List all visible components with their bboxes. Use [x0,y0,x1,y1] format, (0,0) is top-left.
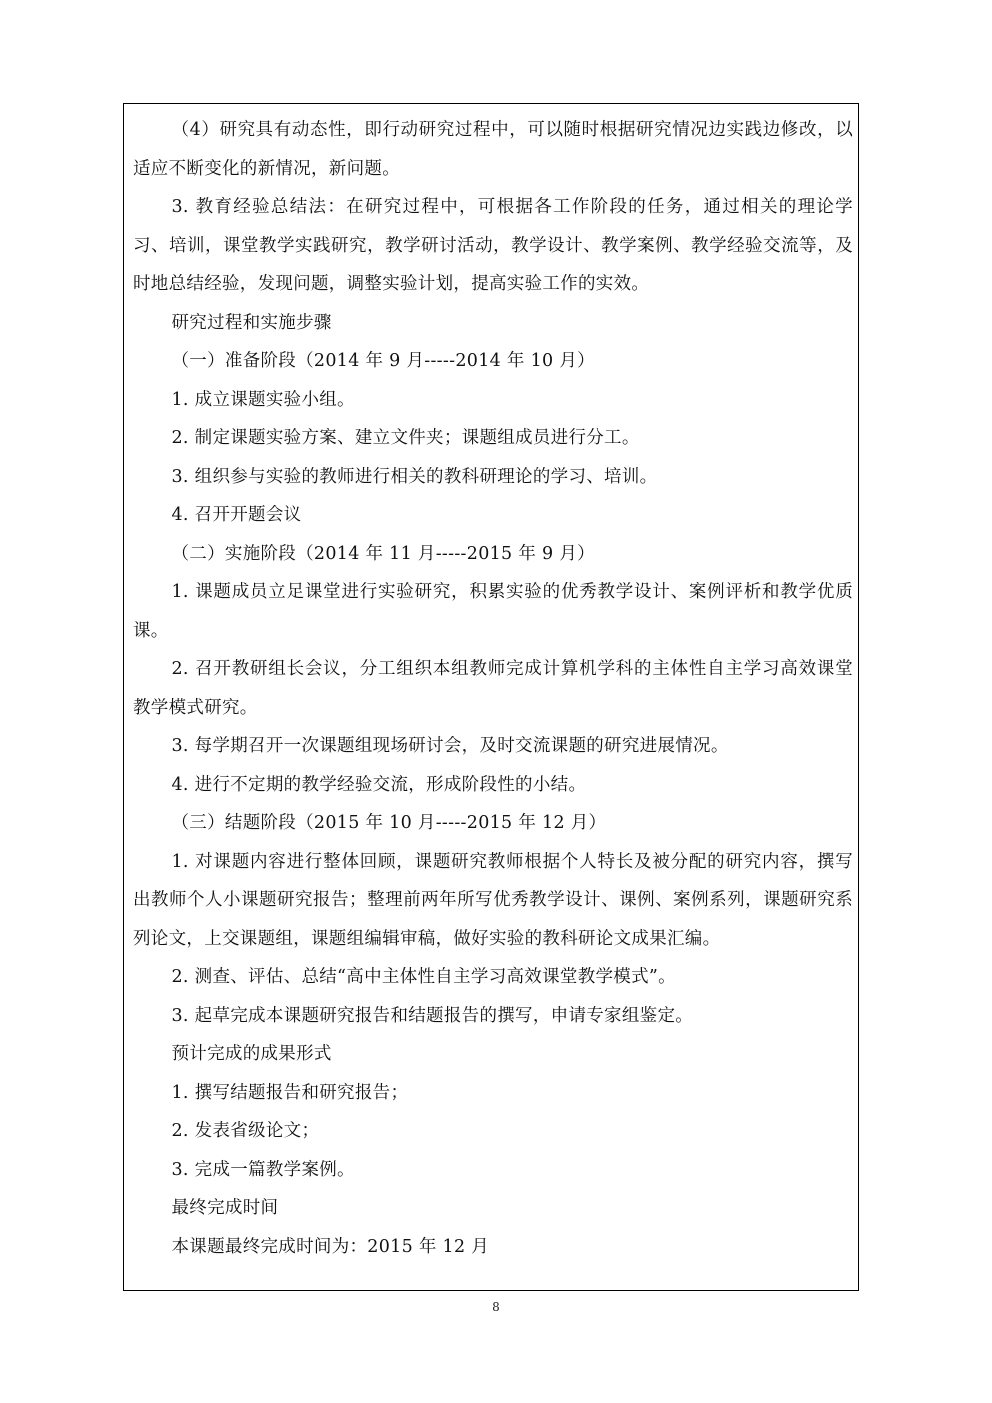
paragraph-experience-summary-method: 3. 教育经验总结法：在研究过程中，可根据各工作阶段的任务，通过相关的理论学习、培训，课堂教学实践研究，教学研讨活动，教学设计、教学案例、教学经验交流等，及时地总结经验，发现问题，调整实验计划，提高实验工作的实效。 [133,197,853,294]
page-number: 8 [492,1300,500,1314]
list-item: 4. 进行不定期的教学经验交流，形成阶段性的小结。 [171,774,587,795]
list-item: 2. 召开教研组长会议，分工组织本组教师完成计算机学科的主体性自主学习高效课堂教学模式研究。 [133,659,853,718]
stage-preparation-heading: （一）准备阶段（2014 年 9 月-----2014 年 10 月） [171,351,595,371]
list-item: 3. 起草完成本课题研究报告和结题报告的撰写，申请专家组鉴定。 [171,1005,694,1026]
list-item: 1. 成立课题实验小组。 [171,389,355,410]
list-item: 3. 完成一篇教学案例。 [171,1159,355,1180]
list-item: 2. 发表省级论文； [171,1121,320,1141]
heading-expected-outcomes: 预计完成的成果形式 [171,1044,332,1064]
list-item: 1. 课题成员立足课堂进行实验研究，积累实验的优秀教学设计、案例评析和教学优质课。 [133,582,853,641]
list-item: 2. 制定课题实验方案、建立文件夹；课题组成员进行分工。 [171,428,640,448]
list-item: 3. 组织参与实验的教师进行相关的教科研理论的学习、培训。 [171,466,658,487]
list-item: 4. 召开开题会议 [171,505,302,525]
heading-research-process: 研究过程和实施步骤 [171,312,332,333]
stage-conclusion-heading: （三）结题阶段（2015 年 10 月-----2015 年 12 月） [171,813,607,833]
document-body [133,111,853,1266]
list-item: 1. 撰写结题报告和研究报告； [171,1082,409,1103]
list-item: 2. 测查、评估、总结“高中主体性自主学习高效课堂教学模式”。 [171,967,676,987]
list-item: 1. 对课题内容进行整体回顾，课题研究教师根据个人特长及被分配的研究内容，撰写出教师个人小课题研究报告；整理前两年所写优秀教学设计、课例、案例系列，课题研究系列论文，上交课题组，课题组编辑审稿，做好实验的教科研论文成果汇编。 [133,851,853,949]
paragraph-dynamic-research: （4）研究具有动态性，即行动研究过程中，可以随时根据研究情况边实践边修改，以适应不断变化的新情况，新问题。 [133,120,853,179]
heading-completion-time: 最终完成时间 [171,1198,279,1218]
stage-implementation-heading: （二）实施阶段（2014 年 11 月-----2015 年 9 月） [171,543,595,564]
list-item: 3. 每学期召开一次课题组现场研讨会，及时交流课题的研究进展情况。 [171,736,729,756]
completion-time-statement: 本课题最终完成时间为：2015 年 12 月 [171,1236,490,1257]
